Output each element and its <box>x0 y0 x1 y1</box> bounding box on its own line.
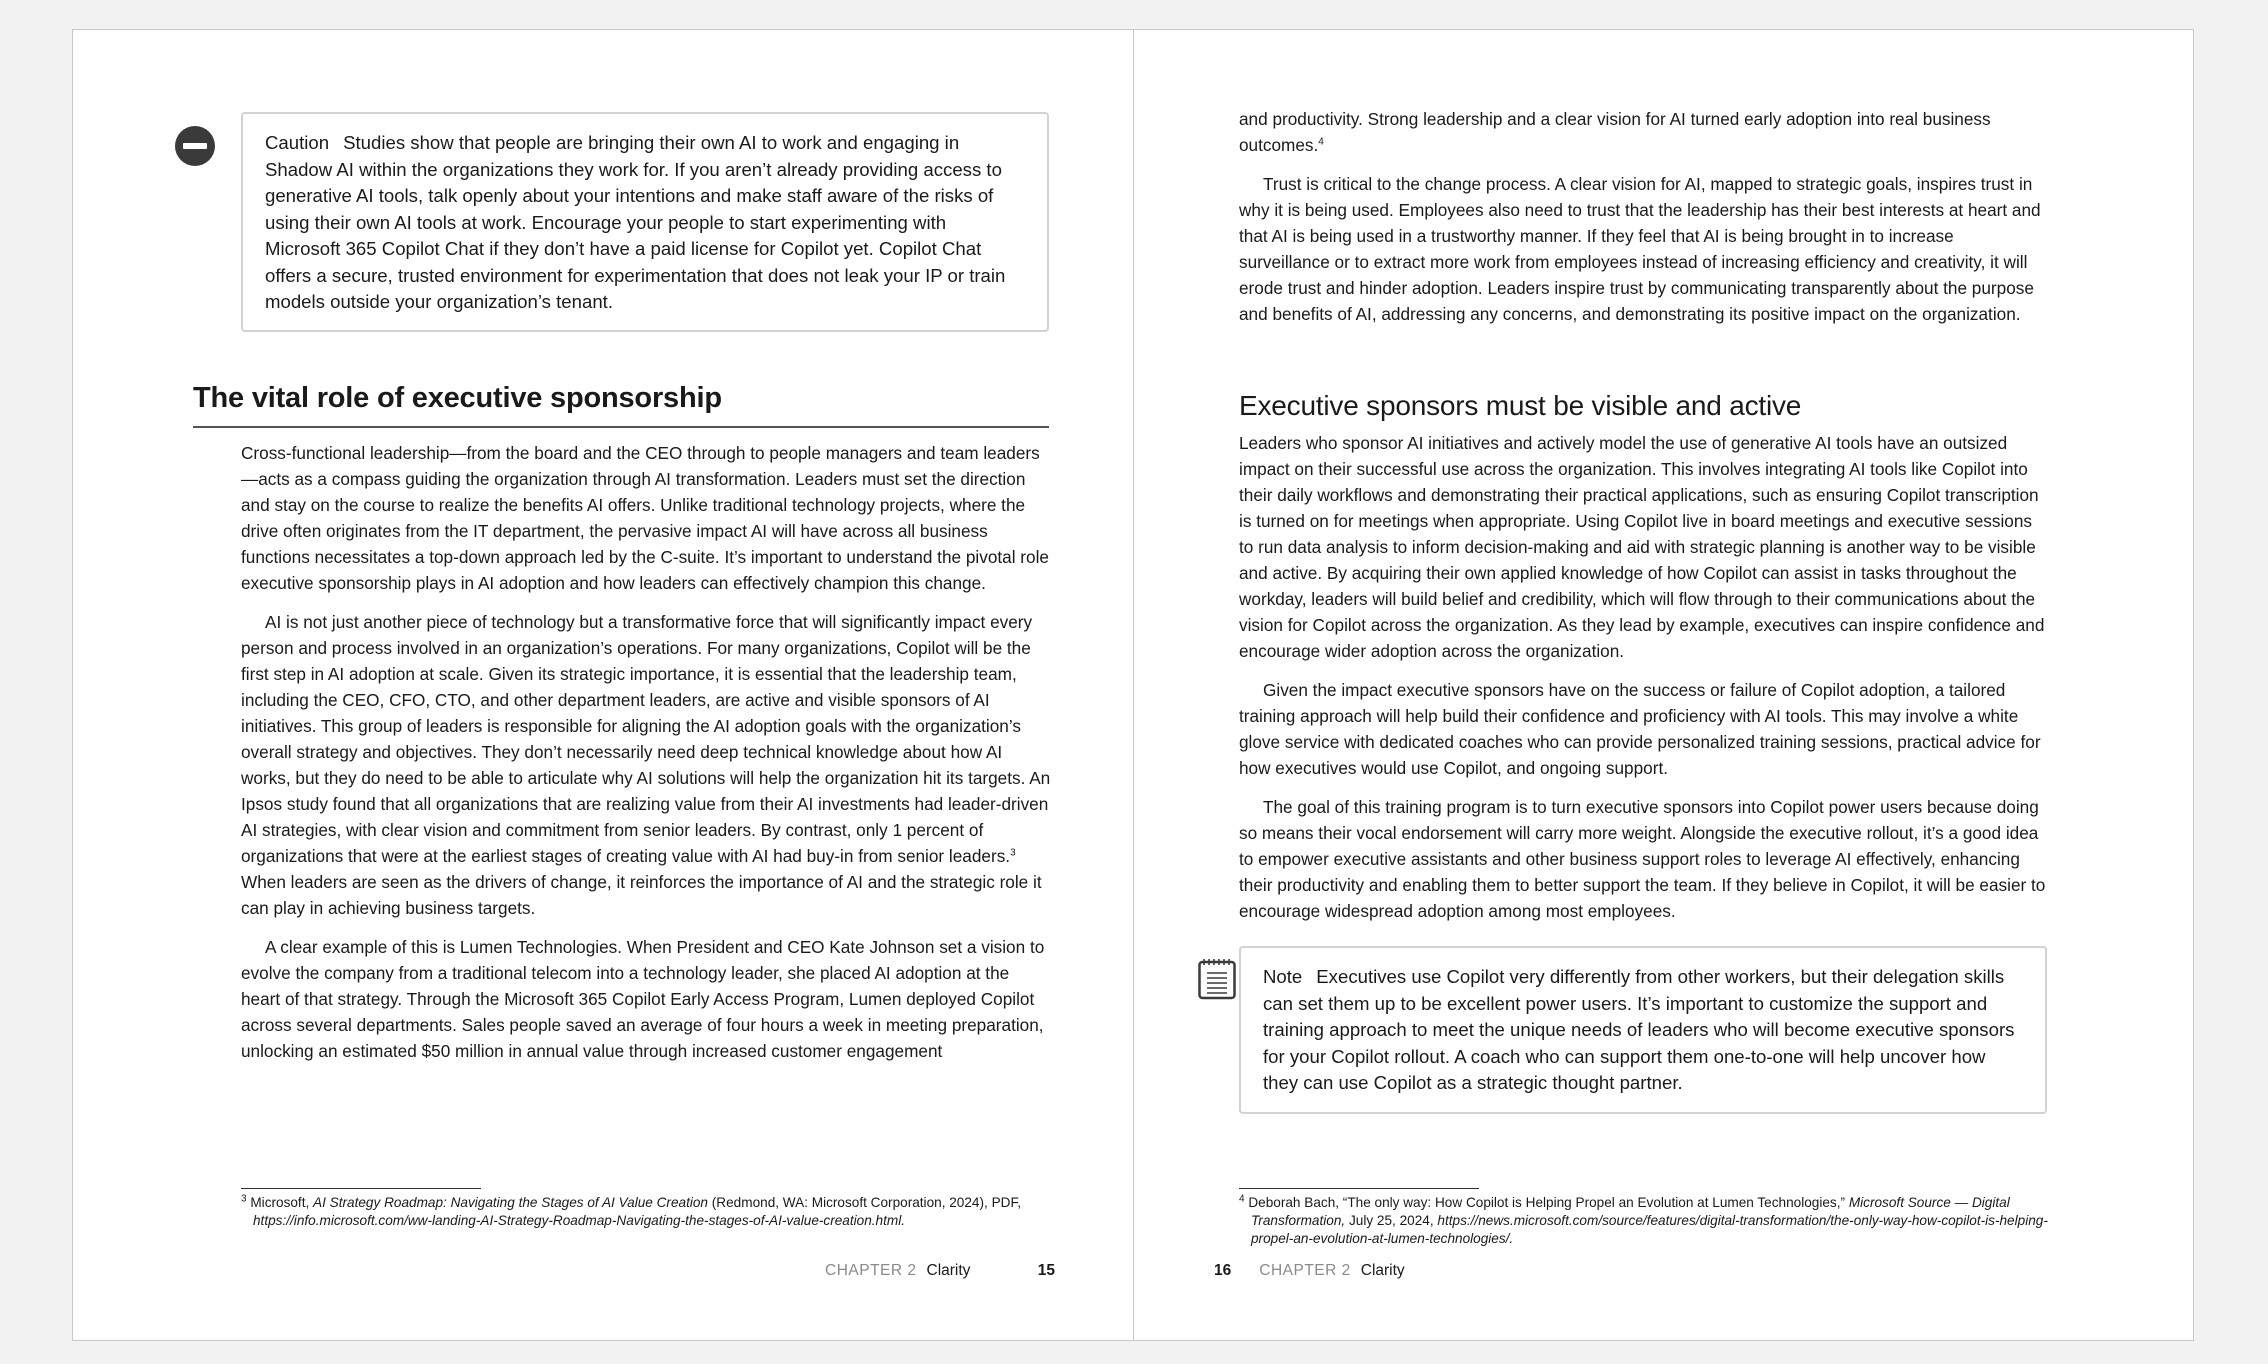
page-number: 16 <box>1214 1262 1232 1279</box>
footnote-publisher: (Redmond, WA: Microsoft Corporation, 2024), PDF, <box>711 1195 1022 1210</box>
paragraph-text: AI is not just another piece of technology but a transformative force that will significantly impact every person and process involved in an organization’s operations. For many organizations, Copilot will be the first step in AI adoption at scale. Given its strategic importance, it is essential that the leadership team, including the CEO, CFO, CTO, and other department leaders, are active and visible sponsors of AI initiatives. This group of leaders is responsible for aligning the AI adoption goals with the organization’s overall strategy and objectives. They don’t necessarily need deep technical knowledge about how AI works, but they do need to be able to articulate why AI solutions will help the organization hit its targets. An Ipsos study found that all organizations that are realizing value from their AI investments had leader-driven AI strategies, with clear vision and commitment from senior leaders. By contrast, only 1 percent of organizations that were at the earliest stages of creating value with AI had buy-in from senior leaders. <box>241 612 1051 866</box>
paragraph-text: and productivity. Strong leadership and a clear vision for AI turned early adoption into real business outcomes. <box>1239 109 1991 155</box>
footnote <box>241 1194 1053 1230</box>
footnote <box>1239 1194 2061 1248</box>
paragraph-text: When leaders are seen as the drivers of change, it reinforces the importance of AI and the strategic role it can play in achieving business targets. <box>241 872 1042 918</box>
footnote-date: July 25, 2024, <box>1348 1213 1434 1228</box>
footnote-source: Microsoft Source — Digital Transformation, <box>1251 1195 2010 1228</box>
paragraph: The goal of this training program is to turn executive sponsors into Copilot power users because doing so means their vocal endorsement will carry more weight. Alongside the executive rollout, it’s a good idea to empower executive assistants and other business support roles to leverage AI effectively, enhancing their productivity and enabling them to better support the team. If they believe in Copilot, it will be easier to encourage widespread adoption among most employees. <box>1239 797 2046 921</box>
footnote-title: AI Strategy Roadmap: Navigating the Stages of AI Value Creation <box>313 1195 708 1210</box>
subsection-heading: Executive sponsors must be visible and active <box>1239 390 1802 421</box>
footnote-link[interactable]: https://news.microsoft.com/source/features/digital-transformation/the-only-way-how-copilot-is-helping-propel-an-evolution-at-lumen-technologies/. <box>1251 1213 2048 1246</box>
paragraph: Cross-functional leadership—from the board and the CEO through to people managers and team leaders—acts as a compass guiding the organization through AI transformation. Leaders must set the direction and stay on the course to realize the benefits AI offers. Unlike traditional technology projects, where the drive often originates from the IT department, the pervasive impact AI will have across all business functions necessitates a top-down approach led by the C-suite. It’s important to understand the pivotal role executive sponsorship plays in AI adoption and how leaders can effectively champion this change. <box>241 443 1049 593</box>
left-body <box>241 440 1053 1077</box>
section-heading: The vital role of executive sponsorship <box>193 382 722 414</box>
footnote-author: Microsoft, <box>250 1195 310 1210</box>
footer-chapter: CHAPTER 2 <box>825 1262 917 1279</box>
footnote-number: 4 <box>1239 1193 1245 1205</box>
footnote-rule <box>1239 1188 1479 1189</box>
footer-chapter: CHAPTER 2 <box>1259 1262 1351 1279</box>
paragraph: Given the impact executive sponsors have on the success or failure of Copilot adoption, a tailored training approach will help build their confidence and proficiency with AI tools. This may involve a white glove service with dedicated coaches who can provide personalized training sessions, practical advice for how executives would use Copilot, and ongoing support. <box>1239 680 2041 778</box>
left-page <box>73 30 1133 1340</box>
note-callout <box>1239 946 2047 1114</box>
book-spread <box>72 29 2194 1341</box>
note-text: Executives use Copilot very differently from other workers, but their delegation skills can set them up to be excellent power users. It’s important to customize the support and training approach to meet the unique needs of leaders who will become executive sponsors for your Copilot rollout. A coach who can support them one-to-one will help uncover how they can use Copilot as a strategic thought partner. <box>1263 966 2015 1093</box>
page-footer <box>1214 1262 1514 1280</box>
note-label: Note <box>1263 966 1303 987</box>
paragraph: Trust is critical to the change process. A clear vision for AI, mapped to strategic goals, inspires trust in why it is being used. Employees also need to trust that the leadership has their best interests at heart and that AI is being used in a trustworthy manner. If they feel that AI is being brought in to increase surveillance or to extract more work from employees instead of increasing efficiency and creativity, it will erode trust and hinder adoption. Leaders inspire trust by communicating transparently about the purpose and benefits of AI, addressing any concerns, and demonstrating its positive impact on the organization. <box>1239 174 2041 324</box>
footer-chapter-title: Clarity <box>926 1262 971 1279</box>
right-body <box>1239 430 2049 937</box>
footnote-number: 3 <box>241 1193 247 1205</box>
paragraph <box>1239 106 2049 158</box>
caution-callout <box>241 112 1049 332</box>
footnote-ref[interactable]: 4 <box>1318 136 1324 148</box>
paragraph <box>241 609 1053 921</box>
footer-chapter-title: Clarity <box>1360 1262 1405 1279</box>
caution-text: Studies show that people are bringing their own AI to work and engaging in Shadow AI within the organizations they work for. If you aren’t already providing access to generative AI tools, talk openly about your intentions and make staff aware of the risks of using their own AI tools at work. Encourage your people to start experimenting with Microsoft 365 Copilot Chat if they don’t have a paid license for Copilot yet. Copilot Chat offers a secure, trusted environment for experimentation that does not leak your IP or train models outside your organization’s tenant. <box>265 132 1006 312</box>
footnote-rule <box>241 1188 481 1189</box>
footnote-link[interactable]: https://info.microsoft.com/ww-landing-AI-Strategy-Roadmap-Navigating-the-stages-of-AI-value-creation.html. <box>253 1213 906 1228</box>
right-page <box>1134 30 2194 1340</box>
page-number: 15 <box>1037 1262 1055 1279</box>
page-footer <box>825 1262 1055 1280</box>
paragraph: Leaders who sponsor AI initiatives and actively model the use of generative AI tools have an outsized impact on their successful use across the organization. This involves integrating AI tools like Copilot into their daily workflows and demonstrating their practical applications, such as ensuring Copilot transcription is turned on for meetings when appropriate. Using Copilot live in board meetings and executive sessions to run data analysis to inform decision-making and aid with strategic planning is another way to be visible and active. By acquiring their own applied knowledge of how Copilot can assist in tasks throughout the workday, leaders will build belief and credibility, which will flow through to their communications about the vision for Copilot across the organization. As they lead by example, executives can inspire confidence and encourage wider adoption across the organization. <box>1239 433 2045 661</box>
right-body-top <box>1239 106 2049 340</box>
paragraph: A clear example of this is Lumen Technologies. When President and CEO Kate Johnson set a vision to evolve the company from a traditional telecom into a technology leader, she placed AI adoption at the heart of that strategy. Through the Microsoft 365 Copilot Early Access Program, Lumen deployed Copilot across several departments. Sales people saved an average of four hours a week in meeting preparation, unlocking an estimated $50 million in annual value through increased customer engagement <box>241 937 1045 1061</box>
footnote-ref[interactable]: 3 <box>1010 847 1016 859</box>
note-icon <box>1198 958 1236 1000</box>
section-rule <box>193 426 1049 428</box>
caution-icon <box>175 126 215 166</box>
caution-label: Caution <box>265 132 330 153</box>
footnote-author: Deborah Bach, “The only way: How Copilot is Helping Propel an Evolution at Lumen Technologies,” <box>1248 1195 1846 1210</box>
